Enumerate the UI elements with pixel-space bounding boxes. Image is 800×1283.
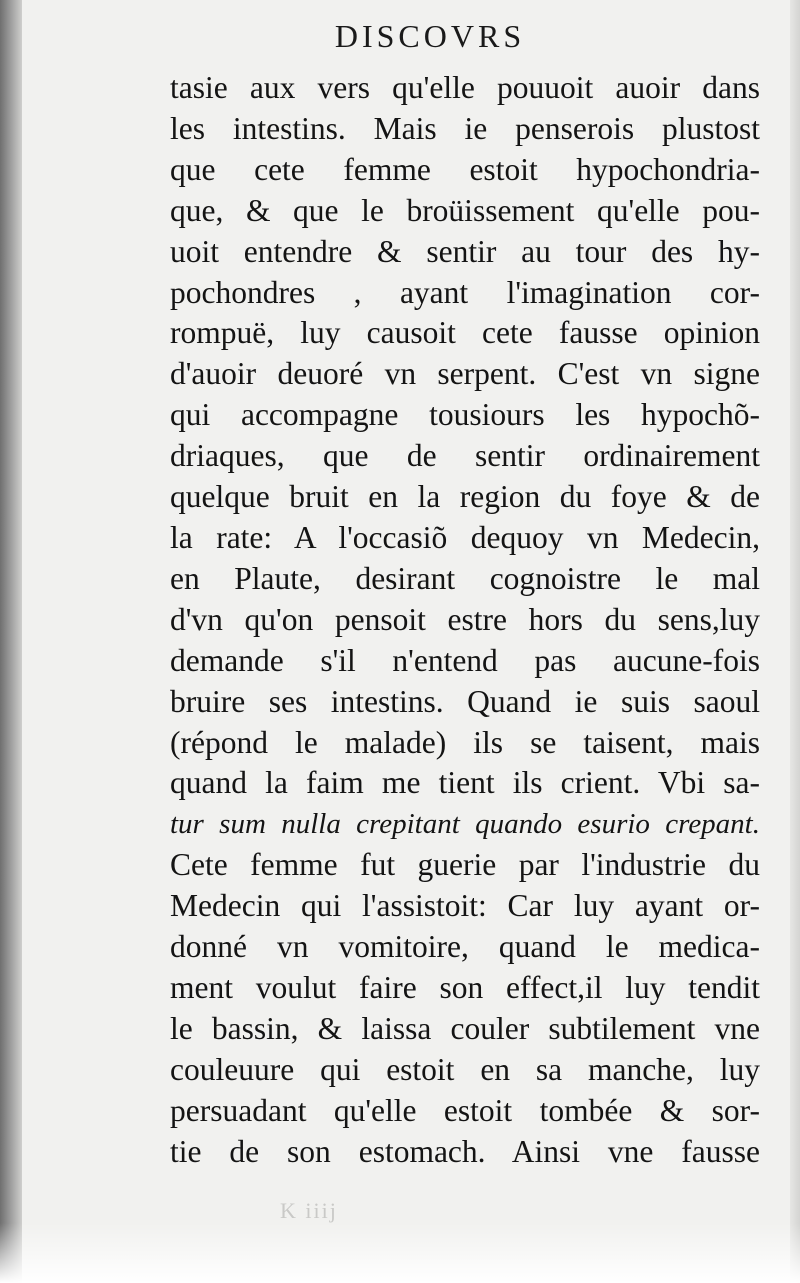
text-line: donné vn vomitoire, quand le medica- (170, 929, 760, 965)
text-line: d'auoir deuoré vn serpent. C'est vn signe (170, 356, 760, 392)
text-line: rompuë, luy causoit cete fausse opinion (170, 315, 760, 351)
body-text (170, 68, 760, 1172)
text-line: tie de son estomach. Ainsi vne fausse (170, 1133, 760, 1169)
text-line: persuadant qu'elle estoit tombée & sor- (170, 1092, 760, 1128)
text-line: le bassin, & laissa couler subtilement vne (170, 1010, 760, 1046)
text-line: en Plaute, desirant cognoistre le mal (170, 560, 760, 596)
text-line: les intestins. Mais ie penserois plustost (170, 110, 760, 146)
bottom-margin (0, 1223, 800, 1283)
text-line: (répond le malade) ils se taisent, mais (170, 724, 760, 760)
text-line: que, & que le broüissement qu'elle pou- (170, 192, 760, 228)
text-line: qui accompagne tousiours les hypochõ- (170, 397, 760, 433)
text-line: tur sum nulla crepitant quando esurio crepant. (170, 808, 760, 841)
running-title: DISCOVRS (334, 18, 526, 54)
text-line: tasie aux vers qu'elle pouuoit auoir dans (170, 70, 760, 105)
text-line: Medecin qui l'assistoit: Car luy ayant or- (170, 888, 760, 924)
page-edge (790, 0, 800, 1283)
text-line: quelque bruit en la region du foye & de (170, 479, 760, 515)
text-line: d'vn qu'on pensoit estre hors du sens,luy (170, 601, 760, 637)
text-line: la rate: A l'occasiõ dequoy vn Medecin, (170, 519, 760, 555)
text-line: que cete femme estoit hypochondria- (170, 151, 760, 187)
text-line: quand la faim me tient ils crient. Vbi sa- (170, 765, 760, 801)
text-line: uoit entendre & sentir au tour des hy- (170, 233, 760, 269)
text-line: Cete femme fut guerie par l'industrie du (170, 847, 760, 883)
text-line: demande s'il n'entend pas aucune-fois (170, 642, 760, 678)
signature-mark: K iiij (280, 1198, 338, 1223)
page-gutter-shadow (0, 0, 22, 1283)
text-line: pochondres , ayant l'imagination cor- (170, 274, 760, 310)
text-line: driaques, que de sentir ordinairement (170, 438, 760, 474)
text-line: bruire ses intestins. Quand ie suis saoul (170, 683, 760, 719)
text-line: ment voulut faire son effect,il luy tendit (170, 969, 760, 1005)
text-line: couleuure qui estoit en sa manche, luy (170, 1051, 760, 1087)
